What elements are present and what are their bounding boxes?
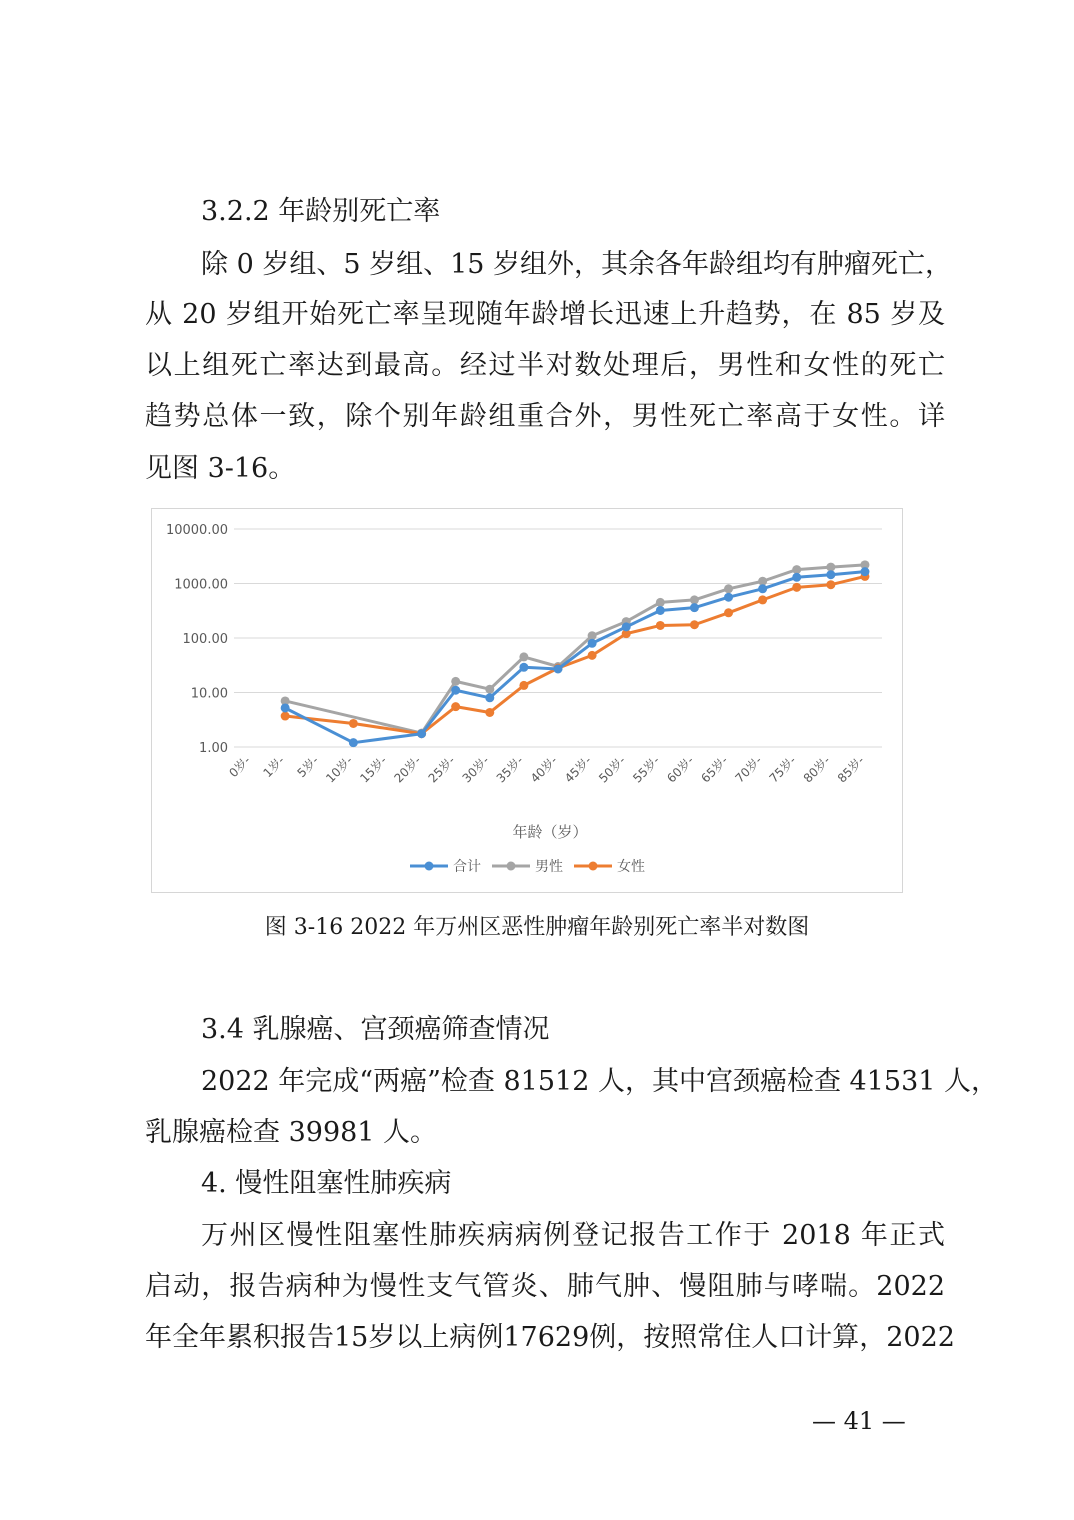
- data-point: [656, 621, 665, 630]
- x-tick-label: 50岁-: [596, 753, 629, 786]
- x-tick-label: 85岁-: [834, 753, 868, 786]
- paragraph-line: 2022 年完成“两癌”检查 81512 人，其中宫颈癌检查 41531 人，: [201, 1066, 999, 1097]
- y-tick-label: 10000.00: [165, 523, 228, 538]
- x-tick-label: 70岁-: [732, 753, 765, 786]
- paragraph-line: 除 0 岁组、5 岁组、15 岁组外，其余各年龄组均有肿瘤死亡，: [201, 249, 953, 280]
- data-point: [451, 702, 460, 711]
- x-tick-label: 80岁-: [800, 753, 833, 786]
- x-axis-label: 年龄（岁）: [512, 823, 588, 841]
- data-point: [690, 620, 699, 629]
- x-tick-label: 75岁-: [766, 753, 799, 786]
- mortality-log-chart: [152, 509, 902, 892]
- data-point: [485, 685, 494, 694]
- legend-label: 男性: [535, 859, 563, 875]
- x-tick-label: 15岁-: [357, 753, 390, 786]
- legend-label: 女性: [617, 859, 645, 875]
- paragraph-line: 启动，报告病种为慢性支气管炎、肺气肿、慢阻肺与哮喘。2022: [145, 1271, 945, 1302]
- data-point: [860, 567, 869, 576]
- y-tick-label: 1.00: [199, 741, 228, 756]
- section-3-2-2-heading: 3.2.2 年龄别死亡率: [201, 196, 441, 227]
- x-tick-label: 5岁-: [294, 753, 322, 781]
- x-tick-label: 60岁-: [664, 753, 697, 786]
- data-point: [485, 708, 494, 717]
- x-tick-label: 0岁-: [226, 753, 254, 781]
- data-point: [281, 712, 290, 721]
- paragraph-line: 以上组死亡率达到最高。经过半对数处理后，男性和女性的死亡: [145, 350, 945, 381]
- series-line: [285, 565, 865, 733]
- y-tick-label: 10.00: [190, 686, 228, 702]
- x-tick-label: 45岁-: [561, 753, 595, 786]
- x-tick-label: 20岁-: [391, 753, 424, 786]
- data-point: [792, 583, 801, 592]
- x-tick-label: 35岁-: [493, 753, 527, 786]
- data-point: [519, 652, 528, 661]
- data-point: [792, 565, 801, 574]
- x-tick-label: 10岁-: [323, 753, 356, 786]
- data-point: [519, 681, 528, 690]
- data-point: [792, 573, 801, 582]
- x-tick-label: 55岁-: [630, 753, 663, 786]
- paragraph-line: 万州区慢性阻塞性肺疾病病例登记报告工作于 2018 年正式: [201, 1220, 945, 1251]
- data-point: [758, 595, 767, 604]
- y-tick-label: 1000.00: [174, 577, 228, 593]
- data-point: [281, 703, 290, 712]
- paragraph-line: 乳腺癌检查 39981 人。: [145, 1117, 438, 1148]
- data-point: [349, 719, 358, 728]
- x-tick-label: 40岁-: [527, 753, 561, 786]
- chart-frame: [151, 508, 903, 893]
- section-3-4-heading: 3.4 乳腺癌、宫颈癌筛查情况: [201, 1014, 550, 1045]
- data-point: [826, 570, 835, 579]
- x-tick-label: 25岁-: [425, 753, 458, 786]
- series-line: [285, 572, 865, 743]
- data-point: [826, 580, 835, 589]
- data-point: [554, 664, 563, 673]
- paragraph-line: 见图 3-16。: [145, 453, 296, 484]
- legend-marker: [425, 862, 434, 871]
- x-tick-label: 1岁-: [260, 753, 288, 781]
- figure-caption: 图 3-16 2022 年万州区恶性肿瘤年龄别死亡率半对数图: [264, 915, 810, 940]
- data-point: [656, 606, 665, 615]
- data-point: [724, 608, 733, 617]
- data-point: [349, 738, 358, 747]
- paragraph-line: 年全年累积报告15岁以上病例17629例，按照常住人口计算，2022: [145, 1322, 955, 1353]
- x-tick-label: 65岁-: [698, 753, 731, 786]
- data-point: [656, 598, 665, 607]
- y-tick-label: 100.00: [182, 632, 228, 647]
- paragraph-line: 趋势总体一致，除个别年龄组重合外，男性死亡率高于女性。详: [145, 401, 945, 432]
- page-number: — 41 —: [812, 1407, 906, 1435]
- series-男性: [281, 560, 870, 737]
- data-point: [690, 595, 699, 604]
- x-tick-label: 30岁-: [459, 753, 492, 786]
- data-point: [485, 693, 494, 702]
- data-point: [519, 663, 528, 672]
- data-point: [451, 686, 460, 695]
- data-point: [724, 593, 733, 602]
- legend-marker: [589, 862, 598, 871]
- paragraph-line: 从 20 岁组开始死亡率呈现随年龄增长迅速上升趋势，在 85 岁及: [145, 299, 945, 330]
- data-point: [588, 651, 597, 660]
- data-point: [451, 677, 460, 686]
- data-point: [758, 584, 767, 593]
- data-point: [622, 622, 631, 631]
- data-point: [417, 729, 426, 738]
- data-point: [690, 603, 699, 612]
- data-point: [588, 639, 597, 648]
- data-point: [724, 584, 733, 593]
- section-4-heading: 4. 慢性阻塞性肺疾病: [201, 1168, 452, 1199]
- legend-label: 合计: [453, 859, 481, 875]
- legend-marker: [507, 862, 516, 871]
